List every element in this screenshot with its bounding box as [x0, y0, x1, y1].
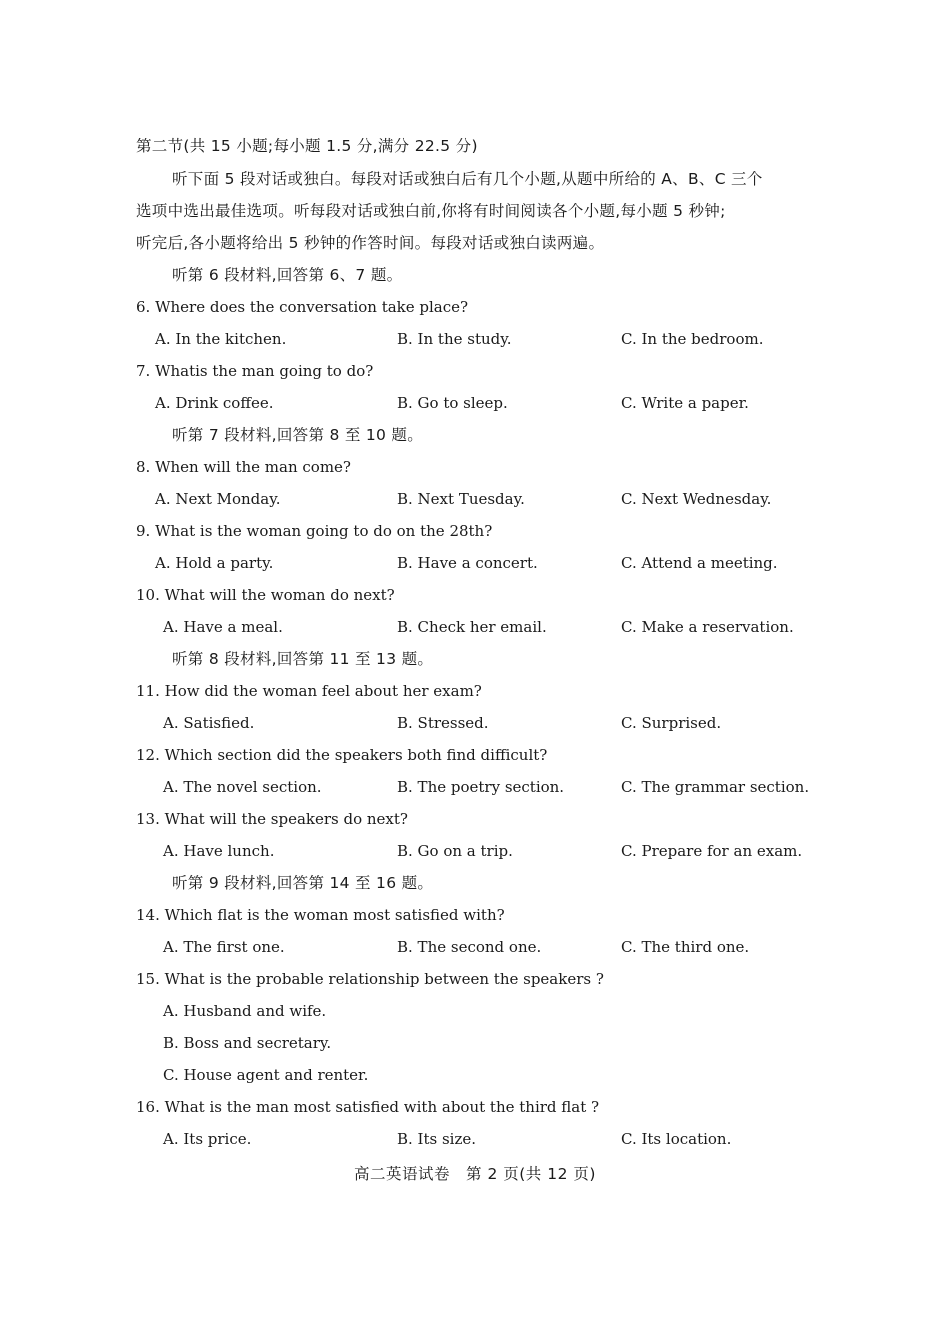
option-c[interactable]: C. The grammar section.: [621, 778, 810, 796]
option-a[interactable]: A. The novel section.: [163, 778, 322, 796]
option-a[interactable]: A. The first one.: [163, 938, 285, 956]
page-footer: 高二英语试卷 第 2 页(共 12 页): [354, 1165, 596, 1183]
question-16-stem: 16. What is the man most satisfied with about the third flat ?: [136, 1098, 600, 1116]
option-c[interactable]: C. Write a paper.: [621, 394, 749, 412]
option-c[interactable]: C. House agent and renter.: [163, 1066, 369, 1084]
option-b[interactable]: B. Boss and secretary.: [163, 1034, 332, 1052]
question-12-stem: 12. Which section did the speakers both find difficult?: [136, 746, 548, 764]
option-b[interactable]: B. The second one.: [397, 938, 542, 956]
option-a[interactable]: A. Hold a party.: [155, 554, 274, 572]
option-a[interactable]: A. Have a meal.: [163, 618, 283, 636]
passage-6-label: 听第 6 段材料,回答第 6、7 题。: [172, 266, 403, 284]
option-b[interactable]: B. Its size.: [397, 1130, 477, 1148]
question-7-stem: 7. Whatis the man going to do?: [136, 362, 374, 380]
option-a[interactable]: A. Next Monday.: [155, 490, 281, 508]
option-b[interactable]: B. In the study.: [397, 330, 512, 348]
option-c[interactable]: C. The third one.: [621, 938, 750, 956]
question-10-stem: 10. What will the woman do next?: [136, 586, 395, 604]
option-c[interactable]: C. Prepare for an exam.: [621, 842, 803, 860]
option-c[interactable]: C. Its location.: [621, 1130, 732, 1148]
option-c[interactable]: C. Make a reservation.: [621, 618, 794, 636]
question-14-stem: 14. Which flat is the woman most satisfied with?: [136, 906, 505, 924]
passage-7-label: 听第 7 段材料,回答第 8 至 10 题。: [172, 426, 424, 444]
option-b[interactable]: B. Next Tuesday.: [397, 490, 525, 508]
instructions-line-2: 选项中选出最佳选项。听每段对话或独白前,你将有时间阅读各个小题,每小题 5 秒钟;: [136, 202, 726, 220]
section-heading: 第二节(共 15 小题;每小题 1.5 分,满分 22.5 分): [136, 137, 478, 155]
question-8-stem: 8. When will the man come?: [136, 458, 351, 476]
option-a[interactable]: A. Satisfied.: [163, 714, 255, 732]
option-b[interactable]: B. Check her email.: [397, 618, 547, 636]
option-a[interactable]: A. In the kitchen.: [155, 330, 287, 348]
option-a[interactable]: A. Its price.: [163, 1130, 252, 1148]
option-c[interactable]: C. Attend a meeting.: [621, 554, 778, 572]
option-a[interactable]: A. Have lunch.: [163, 842, 275, 860]
option-b[interactable]: B. Have a concert.: [397, 554, 538, 572]
option-b[interactable]: B. The poetry section.: [397, 778, 565, 796]
option-b[interactable]: B. Go on a trip.: [397, 842, 513, 860]
option-c[interactable]: C. Surprised.: [621, 714, 722, 732]
instructions-line-1: 听下面 5 段对话或独白。每段对话或独白后有几个小题,从题中所给的 A、B、C 三个: [172, 170, 763, 188]
question-6-stem: 6. Where does the conversation take place?: [136, 298, 469, 316]
passage-9-label: 听第 9 段材料,回答第 14 至 16 题。: [172, 874, 434, 892]
question-15-stem: 15. What is the probable relationship between the speakers ?: [136, 970, 604, 988]
question-11-stem: 11. How did the woman feel about her exam?: [136, 682, 482, 700]
option-a[interactable]: A. Drink coffee.: [155, 394, 274, 412]
option-b[interactable]: B. Go to sleep.: [397, 394, 508, 412]
option-c[interactable]: C. In the bedroom.: [621, 330, 764, 348]
passage-8-label: 听第 8 段材料,回答第 11 至 13 题。: [172, 650, 434, 668]
option-c[interactable]: C. Next Wednesday.: [621, 490, 772, 508]
question-13-stem: 13. What will the speakers do next?: [136, 810, 408, 828]
question-9-stem: 9. What is the woman going to do on the 28th?: [136, 522, 493, 540]
option-b[interactable]: B. Stressed.: [397, 714, 489, 732]
instructions-line-3: 听完后,各小题将给出 5 秒钟的作答时间。每段对话或独白读两遍。: [136, 234, 605, 252]
option-a[interactable]: A. Husband and wife.: [163, 1002, 327, 1020]
